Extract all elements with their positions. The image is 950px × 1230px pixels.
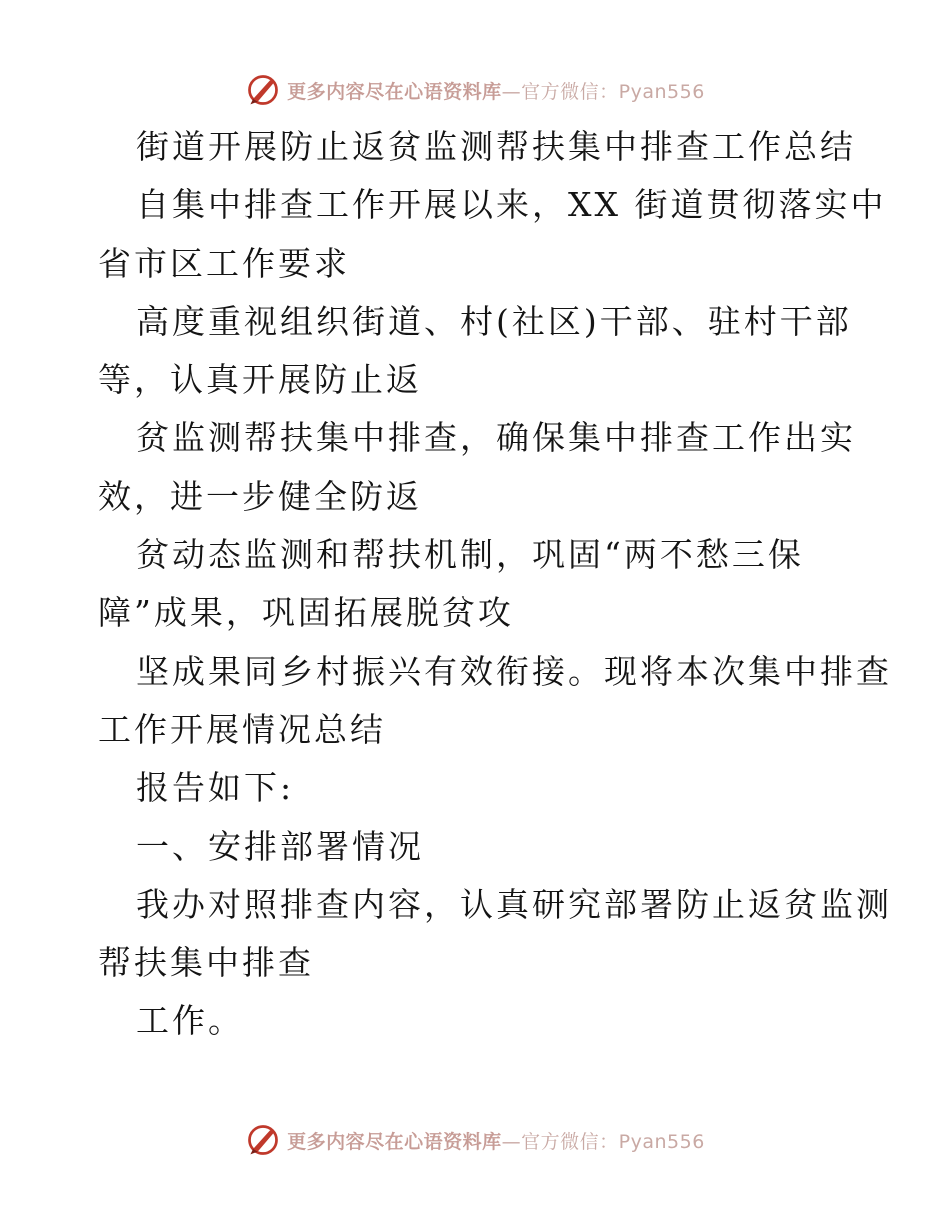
- paragraph-line: 等，认真开展防止返: [98, 360, 422, 400]
- paragraph-line: 帮扶集中排查: [98, 943, 314, 983]
- paragraph-line: 贫监测帮扶集中排查，确保集中排查工作出实: [136, 418, 856, 458]
- paragraph-line: 自集中排查工作开展以来，XX 街道贯彻落实中: [136, 185, 887, 225]
- paragraph-line: 工作开展情况总结: [98, 709, 386, 749]
- watermark-separator: —: [501, 1130, 522, 1153]
- brush-logo-icon: [245, 72, 281, 108]
- document-body: [98, 118, 892, 1051]
- paragraph-line: 效，进一步健全防返: [98, 476, 422, 516]
- watermark-brand: 更多内容尽在心语资料库: [287, 1130, 502, 1153]
- watermark-brand: 更多内容尽在心语资料库: [287, 80, 502, 103]
- paragraph-line: 省市区工作要求: [98, 243, 350, 283]
- paragraph-line: 我办对照排查内容，认真研究部署防止返贫监测: [136, 884, 892, 924]
- paragraph-line: 贫动态监测和帮扶机制，巩固“两不愁三保: [136, 535, 804, 575]
- document-title: 街道开展防止返贫监测帮扶集中排查工作总结: [136, 127, 856, 166]
- watermark-contact: 官方微信：Pyan556: [521, 80, 705, 103]
- watermark-text: [287, 77, 705, 104]
- watermark-contact: 官方微信：Pyan556: [521, 1130, 705, 1153]
- watermark-separator: —: [501, 80, 522, 103]
- paragraph-line: 报告如下:: [136, 768, 295, 808]
- header-watermark: [0, 72, 950, 108]
- section-heading: 一、安排部署情况: [136, 826, 424, 866]
- paragraph-line: 高度重视组织街道、村(社区)干部、驻村干部: [136, 301, 852, 341]
- paragraph-line: 工作。: [136, 1001, 244, 1041]
- brush-logo-icon: [245, 1122, 281, 1158]
- paragraph-line: 坚成果同乡村振兴有效衔接。现将本次集中排查: [136, 651, 892, 691]
- footer-watermark: [0, 1122, 950, 1158]
- watermark-text: [287, 1127, 705, 1154]
- paragraph-line: 障”成果，巩固拓展脱贫攻: [98, 593, 514, 633]
